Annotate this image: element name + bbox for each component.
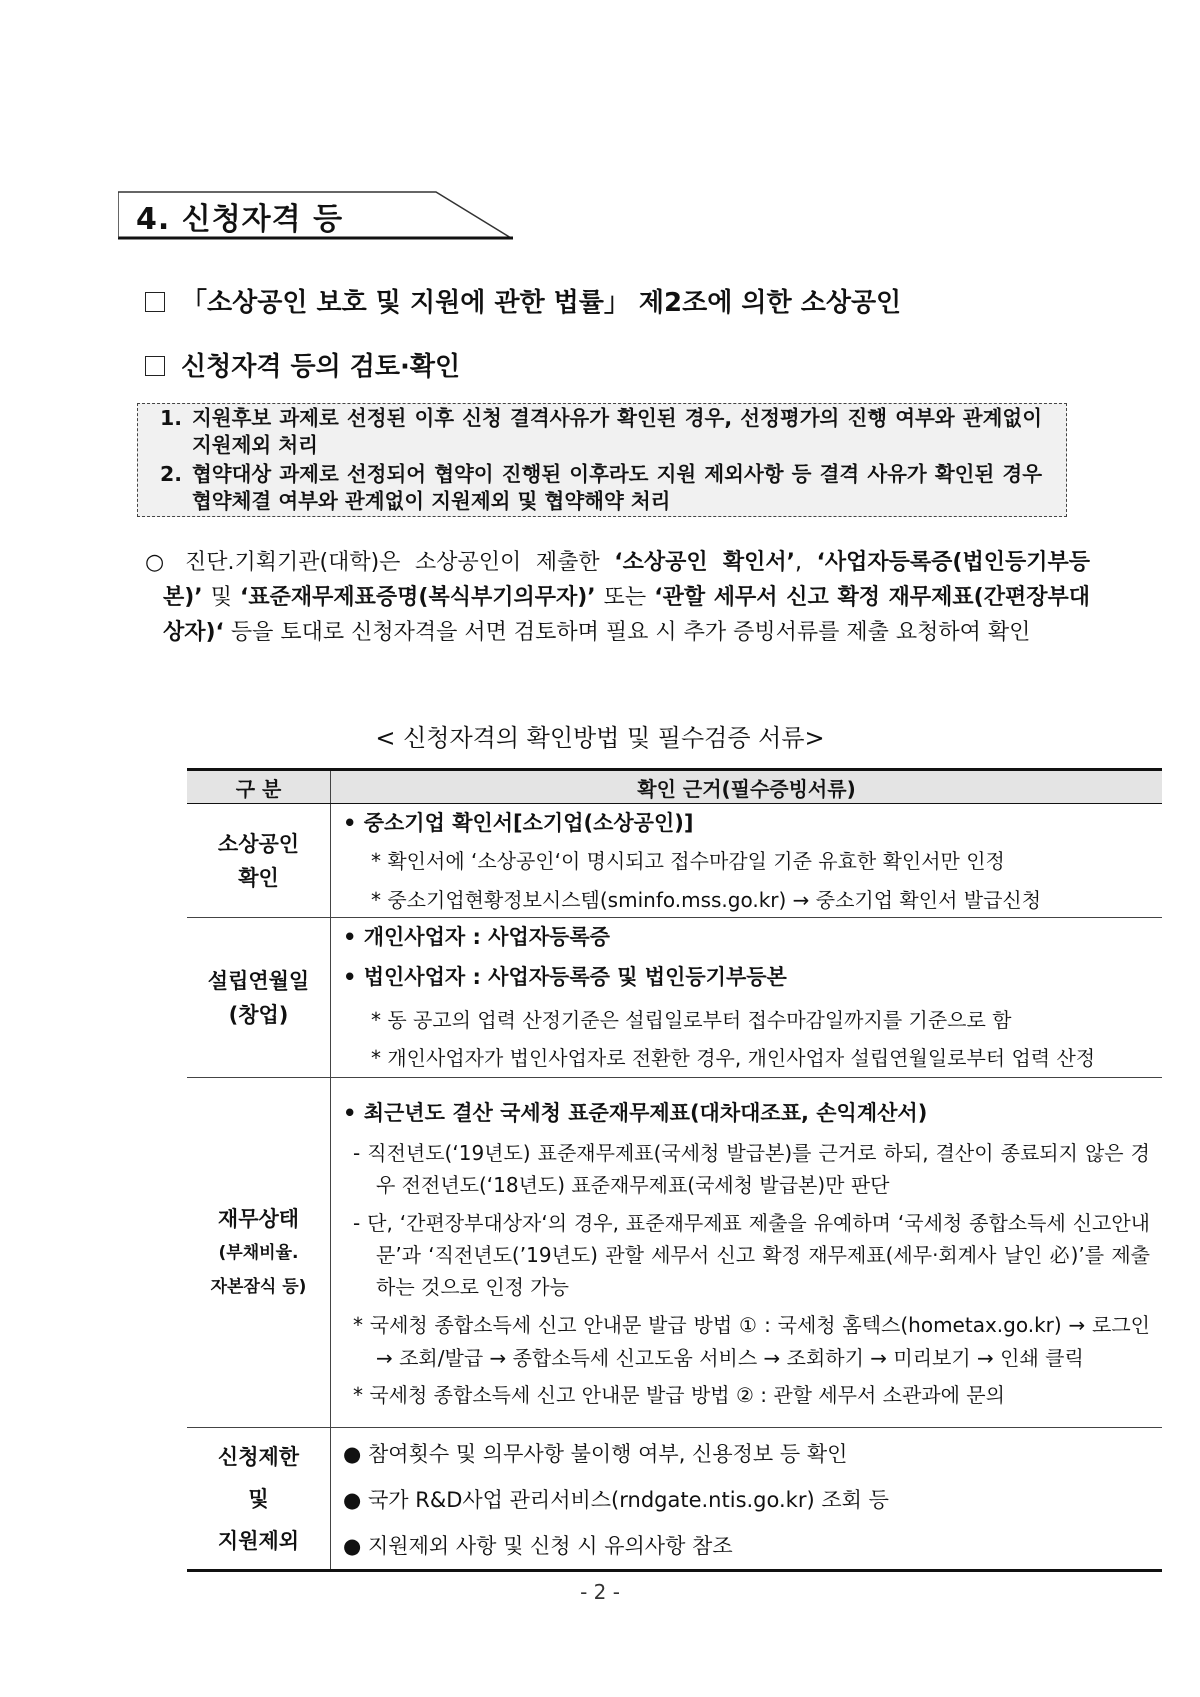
notice-text: 지원후보 과제로 선정된 이후 신청 결격사유가 확인된 경우, 선정평가의 진행 여부와 관계없이 지원제외 처리 [192,406,1042,457]
para-doc-name: ‘관할 세무서 신고 확정 재무제표(간편장부대상자)‘ [163,585,1090,645]
para-doc-name: ‘사업자등록증(법인등기부등본)’ [163,550,1090,610]
header-category: 구 분 [187,770,331,804]
table-header-row [187,770,1162,804]
para-text: 진단.기획기관(대학)은 소상공인이 제출한 [185,550,615,575]
category-label: 설립연월일 [207,968,310,993]
heading-law [145,282,901,319]
category-cell [187,804,331,918]
para-text: , [794,550,817,575]
notice-number: 2. [160,462,183,486]
basis-note: * 국세청 종합소득세 신고 안내문 발급 방법 ② : 관할 세무서 소관과에 문의 [353,1382,1005,1407]
para-text: 등을 토대로 신청자격을 서면 검토하며 필요 시 추가 증빙서류를 제출 요청하여 확인 [223,620,1031,645]
category-cell [187,1428,331,1571]
table-row [187,918,1162,1078]
category-label: 및 [248,1486,269,1511]
basis-note: * 개인사업자가 법인사업자로 전환한 경우, 개인사업자 설립연월일로부터 업력 산정 [371,1046,1096,1070]
table-row [187,804,1162,918]
section-title: 4. 신청자격 등 [136,202,344,237]
basis-detail: - 직전년도(‘19년도) 표준재무제표(국세청 발급본)를 근거로 하되, 결산이 종료되지 않은 경우 전전년도(‘18년도) 표준재무제표(국세청 발급본)만 판단 [353,1140,1150,1197]
basis-note: * 국세청 종합소득세 신고 안내문 발급 방법 ① : 국세청 홈텍스(hometax.go.kr) → 로그인 → 조회/발급 → 종합소득세 신고도움 서비스 → 조회하기 → 미리보기 → 인쇄 클릭 [353,1312,1150,1370]
basis-bullet: • 중소기업 확인서[소기업(소상공인)] [343,811,694,835]
notice-box [137,403,1067,517]
category-cell [187,1078,331,1428]
basis-cell [331,1428,1163,1571]
basis-detail: - 단, ‘간편장부대상자‘의 경우, 표준재무제표 제출을 유예하며 ‘국세청 종합소득세 신고안내문’과 ‘직전년도(’19년도) 관할 세무서 신고 확정 재무제표(세무·회계사 날인 必)’를 제출하는 것으로 인정 가능 [353,1210,1150,1299]
para-text: 또는 [595,585,655,610]
notice-text: 협약대상 과제로 선정되어 협약이 진행된 이후라도 지원 제외사항 등 결격 사유가 확인된 경우 협약체결 여부와 관계없이 지원제외 및 협약해약 처리 [192,462,1042,513]
category-label: 확인 [238,865,279,890]
basis-bullet: ● 지원제외 사항 및 신청 시 유의사항 참조 [343,1534,733,1558]
notice-item [160,405,1042,459]
basis-cell [331,918,1163,1078]
notice-number: 1. [160,406,183,430]
eligibility-table [187,768,1162,1572]
category-label: 신청제한 [217,1444,300,1469]
heading-review-text: 신청자격 등의 검토·확인 [181,352,461,382]
para-doc-name: ‘표준재무제표증명(복식부기의무자)’ [240,585,596,610]
category-label: (부채비율. [218,1242,299,1263]
heading-law-text: 「소상공인 보호 및 지원에 관한 법률」 제2조에 의한 소상공인 [181,288,902,318]
category-cell [187,918,331,1078]
table-title: < 신청자격의 확인방법 및 필수검증 서류> [375,724,825,752]
basis-note: * 확인서에 ‘소상공인‘이 명시되고 접수마감일 기준 유효한 확인서만 인정 [371,849,1005,873]
para-doc-name: ‘소상공인 확인서’ [614,550,795,575]
basis-bullet: • 법인사업자 : 사업자등록증 및 법인등기부등본 [343,965,787,989]
basis-bullet: ● 국가 R&D사업 관리서비스(rndgate.ntis.go.kr) 조회 등 [343,1488,889,1512]
checkbox-square-icon [145,356,165,376]
table-row [187,1428,1162,1571]
section-title-tab [118,190,513,240]
basis-cell [331,804,1163,918]
category-label: (창업) [228,1002,289,1027]
para-text: 및 [202,585,241,610]
category-label: 자본잠식 등) [210,1276,307,1297]
category-label: 지원제외 [217,1528,300,1553]
category-label: 소상공인 [217,831,300,856]
table-row [187,1078,1162,1428]
category-label: 재무상태 [217,1206,300,1231]
circle-bullet-icon: ○ [145,550,165,575]
review-paragraph-body [145,545,1090,650]
heading-review [145,346,460,383]
notice-item [160,461,1042,515]
basis-bullet: ● 참여횟수 및 의무사항 불이행 여부, 신용정보 등 확인 [343,1442,848,1466]
basis-bullet: • 최근년도 결산 국세청 표준재무제표(대차대조표, 손익계산서) [343,1100,928,1125]
basis-note: * 중소기업현황정보시스템(sminfo.mss.go.kr) → 중소기업 확인서 발급신청 [371,888,1042,912]
basis-note: * 동 공고의 업력 산정기준은 설립일로부터 접수마감일까지를 기준으로 함 [371,1008,1012,1032]
checkbox-square-icon [145,292,165,312]
basis-cell [331,1078,1163,1428]
page-number: - 2 - [580,1580,620,1604]
review-paragraph [145,545,1090,650]
basis-bullet: • 개인사업자 : 사업자등록증 [343,925,610,949]
header-basis: 확인 근거(필수증빙서류) [331,770,1163,804]
